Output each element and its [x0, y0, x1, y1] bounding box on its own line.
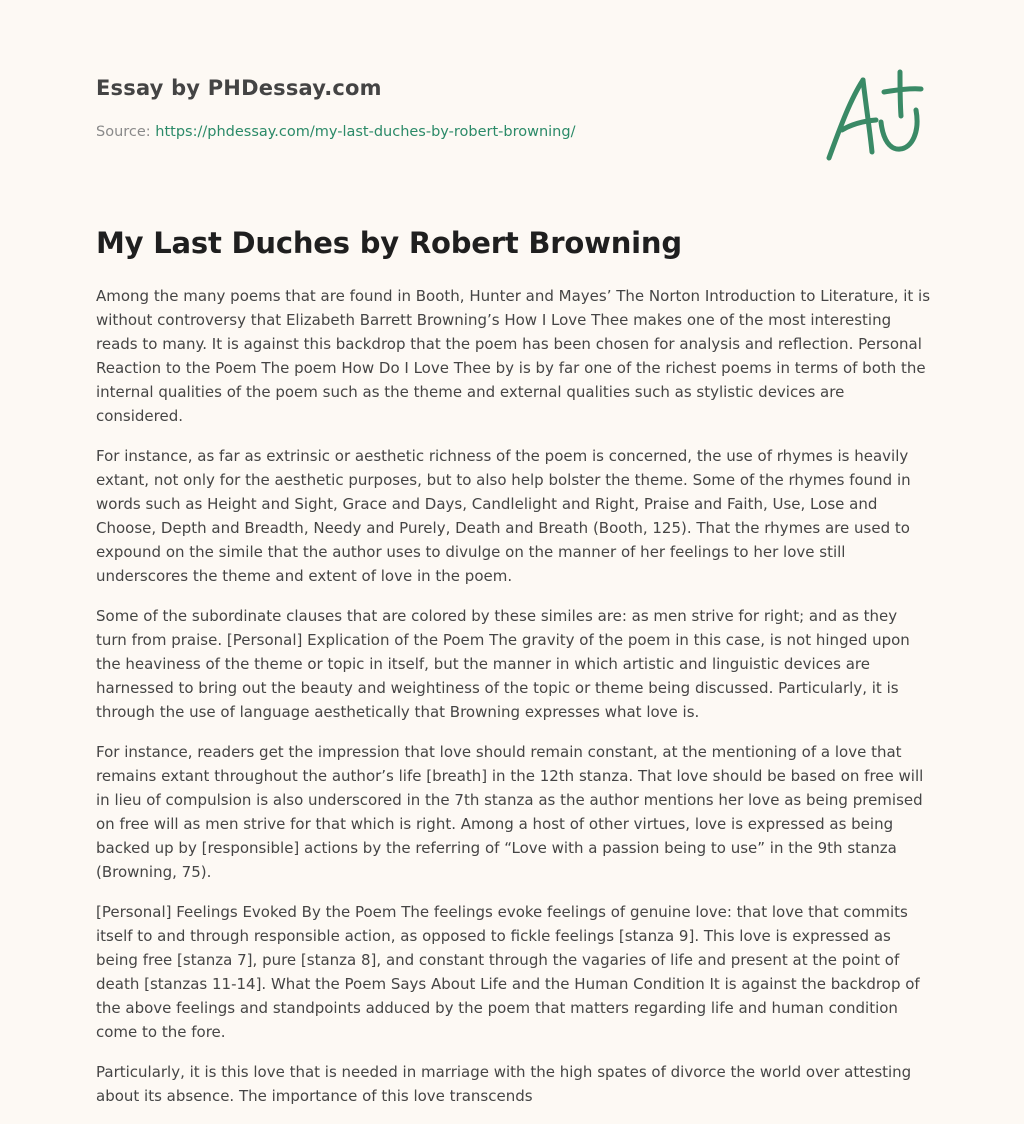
essay-paragraph: [Personal] Feelings Evoked By the Poem The feelings evoke feelings of genuine love: that love that commits itself to and through responsible action, as opposed to fickle feelings [stanza 9]. This love is expressed as being free [stanza 7], pure [stanza 8], and constant through the vagaries of life and present at the point of death [stanzas 11-14]. What the Poem Says About Life and the Human Condition It is against the backdrop of the above feelings and standpoints adduced by the poem that matters regarding life and human condition come to the fore.	[96, 903, 920, 1041]
essay-paragraph: For instance, readers get the impression that love should remain constant, at the mentioning of a love that remains extant throughout the author’s life [breath] in the 12th stanza. That love should be based on free will in lieu of compulsion is also underscored in the 7th stanza as the author mentions her love as being premised on free will as men strive for that which is right. Among a host of other virtues, love is expressed as being backed up by [responsible] actions by the referring of “Love with a passion being to use” in the 9th stanza (Browning, 75).	[96, 743, 924, 881]
essay-body	[96, 284, 932, 1124]
a-plus-logo-icon	[820, 66, 930, 166]
essay-paragraph: Among the many poems that are found in Booth, Hunter and Mayes’ The Norton Introduction to Literature, it is without controversy that Elizabeth Barrett Browning’s How I Love Thee makes one of the most interesting reads to many. It is against this backdrop that the poem has been chosen for analysis and reflection. Personal Reaction to the Poem The poem How Do I Love Thee by is by far one of the richest poems in terms of both the internal qualities of the poem such as the theme and external qualities such as stylistic devices are considered.	[96, 287, 931, 425]
essay-title: My Last Duches by Robert Browning	[96, 226, 682, 260]
essay-paragraph: For instance, as far as extrinsic or aesthetic richness of the poem is concerned, the use of rhymes is heavily extant, not only for the aesthetic purposes, but to also help bolster the theme. Some of the rhymes found in words such as Height and Sight, Grace and Days, Candlelight and Right, Praise and Faith, Use, Lose and Choose, Depth and Breadth, Needy and Purely, Death and Breath (Booth, 125). That the rhymes are used to expound on the simile that the author uses to divulge on the manner of her feelings to her love still underscores the theme and extent of love in the poem.	[96, 447, 911, 585]
essay-paragraph: Some of the subordinate clauses that are colored by these similes are: as men strive for right; and as they turn from praise. [Personal] Explication of the Poem The gravity of the poem in this case, is not hinged upon the heaviness of the theme or topic in itself, but the manner in which artistic and linguistic devices are harnessed to bring out the beauty and weightiness of the topic or theme being discussed. Particularly, it is through the use of language aesthetically that Browning expresses what love is.	[96, 607, 910, 721]
source-label: Source:	[96, 124, 151, 140]
site-title: Essay by PHDessay.com	[96, 76, 382, 100]
essay-paragraph: Particularly, it is this love that is needed in marriage with the high spates of divorce the world over attesting about its absence. The importance of this love transcends	[96, 1063, 912, 1105]
source-link[interactable]: https://phdessay.com/my-last-duches-by-robert-browning/	[155, 124, 576, 140]
source-line	[96, 124, 575, 140]
